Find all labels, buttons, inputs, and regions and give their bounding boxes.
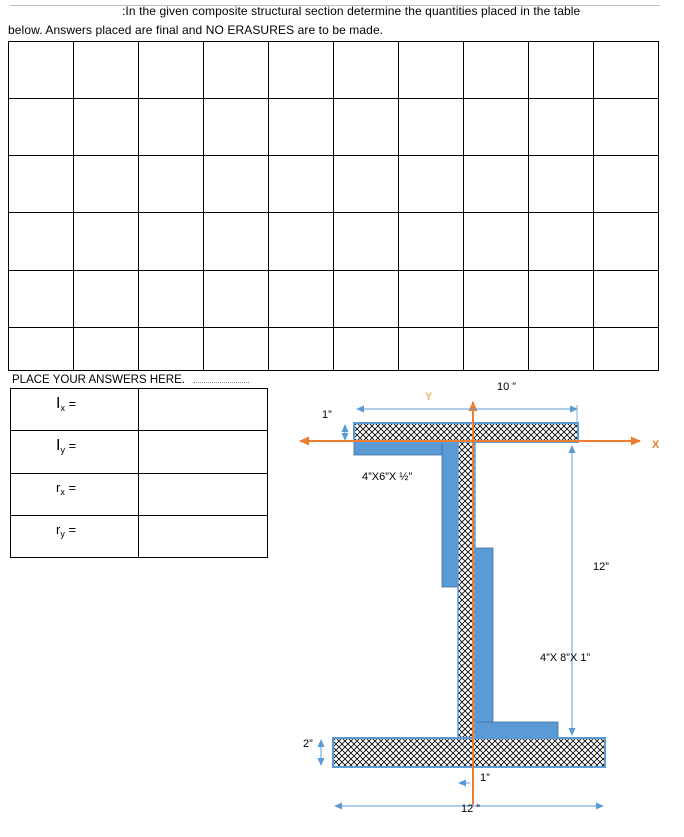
angle-leg-horizontal	[354, 442, 457, 455]
top-flange-width-label: 10 ”	[497, 381, 516, 393]
plate-horizontal	[475, 722, 558, 738]
instruction-line-2: below. Answers placed are final and NO ERASURES are to be made.	[8, 23, 384, 37]
x-axis-label: X	[652, 439, 660, 451]
answer-label-ix: $I_x$ =	[11, 389, 139, 431]
y-axis-label: Y	[425, 391, 433, 403]
bottom-flange-width-label: 12 ”	[461, 803, 480, 815]
angle-label: 4”X6”X ½”	[362, 471, 413, 483]
answer-label-ry: $r_y$ =	[11, 515, 139, 557]
answer-label-iy: $I_y$ =	[11, 431, 139, 473]
instruction-line-1: :In the given composite structural section determine the quantities placed in the table	[122, 4, 581, 18]
top-flange	[354, 423, 578, 442]
plate-label: 4”X 8”X 1”	[540, 652, 591, 664]
bottom-flange	[333, 738, 605, 767]
web-thickness-label: 1”	[480, 772, 490, 784]
answer-label-rx: $r_x$ =	[11, 473, 139, 515]
answers-heading: PLACE YOUR ANSWERS HERE.	[12, 374, 249, 386]
height-label: 12”	[593, 561, 609, 573]
plate-vertical	[475, 548, 493, 738]
angle-leg-vertical	[442, 442, 458, 587]
bottom-flange-thickness-label: 2”	[303, 738, 313, 750]
top-flange-thickness-label: 1”	[322, 409, 332, 421]
